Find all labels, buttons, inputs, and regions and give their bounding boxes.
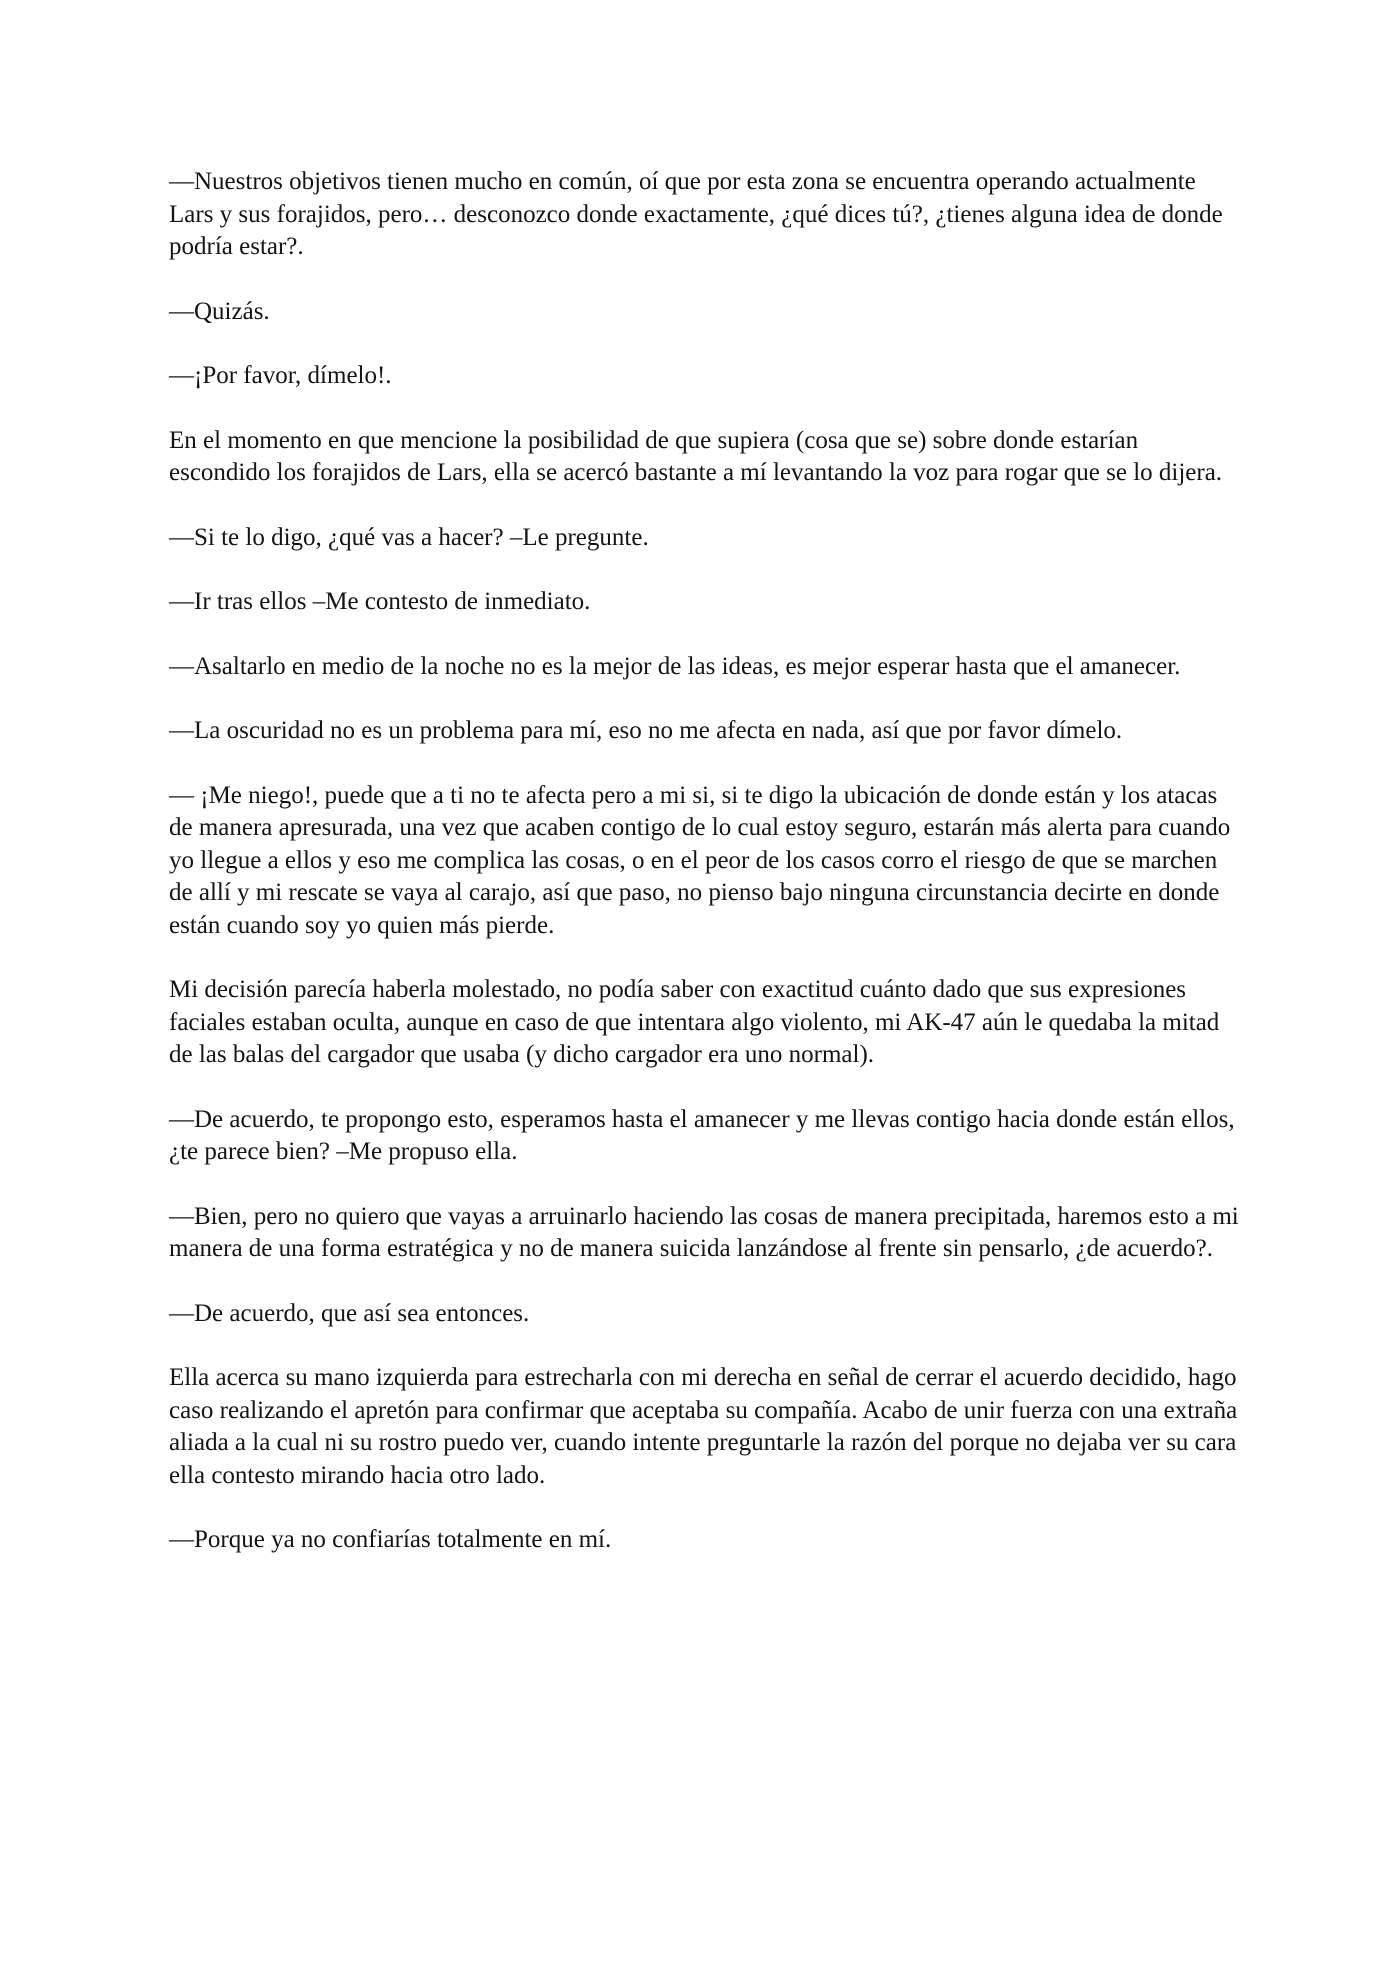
paragraph: Mi decisión parecía haberla molestado, no podía saber con exactitud cuánto dado que sus expresiones faciales estaban oculta, aunque en caso de que intentara algo violento, mi AK-47 aún le quedaba la mitad de las balas del cargador que usaba (y dicho cargador era uno normal). xyxy=(169,976,1220,1068)
paragraph: Ella acerca su mano izquierda para estrecharla con mi derecha en señal de cerrar el acuerdo decidido, hago caso realizando el apretón para confirmar que aceptaba su compañía. Acabo de unir fuerza con una extraña aliada a la cual ni su rostro puedo ver, cuando intente preguntarle la razón del porque no dejaba ver su cara ella contesto mirando hacia otro lado. xyxy=(169,1364,1238,1489)
paragraph: —De acuerdo, que así sea entonces. xyxy=(169,1299,530,1327)
paragraph: —¡Por favor, dímelo!. xyxy=(169,362,392,389)
paragraph: —Si te lo digo, ¿qué vas a hacer? –Le pregunte. xyxy=(169,523,649,551)
paragraph: —La oscuridad no es un problema para mí, eso no me afecta en nada, así que por favor dímelo. xyxy=(169,717,1123,744)
paragraph: —De acuerdo, te propongo esto, esperamos hasta el amanecer y me llevas contigo hacia donde están ellos, ¿te parece bien? –Me propuso ella. xyxy=(169,1105,1235,1165)
paragraph: —Asaltarlo en medio de la noche no es la mejor de las ideas, es mejor esperar hasta que el amanecer. xyxy=(169,652,1181,680)
paragraph: —Bien, pero no quiero que vayas a arruinarlo haciendo las cosas de manera precipitada, haremos esto a mi manera de una forma estratégica y no de manera suicida lanzándose al frente sin pensarlo, ¿de acuerdo?. xyxy=(169,1202,1239,1262)
paragraph: —Nuestros objetivos tienen mucho en común, oí que por esta zona se encuentra operando actualmente Lars y sus forajidos, pero… desconozco donde exactamente, ¿qué dices tú?, ¿tienes alguna idea de donde podría estar?. xyxy=(169,168,1223,260)
paragraph: —Ir tras ellos –Me contesto de inmediato. xyxy=(169,588,591,615)
paragraph: —Porque ya no confiarías totalmente en mí. xyxy=(169,1526,612,1553)
paragraph: —Quizás. xyxy=(169,297,270,325)
paragraph: En el momento en que mencione la posibilidad de que supiera (cosa que se) sobre donde estarían escondido los forajidos de Lars, ella se acercó bastante a mí levantando la voz para rogar que se lo dijera. xyxy=(169,426,1223,486)
paragraph: — ¡Me niego!, puede que a ti no te afecta pero a mi si, si te digo la ubicación de donde están y los atacas de manera apresurada, una vez que acaben contigo de lo cual estoy seguro, estarán más alerta para cuando yo llegue a ellos y eso me complica las cosas, o en el peor de los casos corro el riesgo de que se marchen de allí y mi rescate se vaya al carajo, así que paso, no pienso bajo ninguna circunstancia decirte en donde están cuando soy yo quien más pierde. xyxy=(169,781,1231,939)
document-page xyxy=(169,166,1244,1557)
